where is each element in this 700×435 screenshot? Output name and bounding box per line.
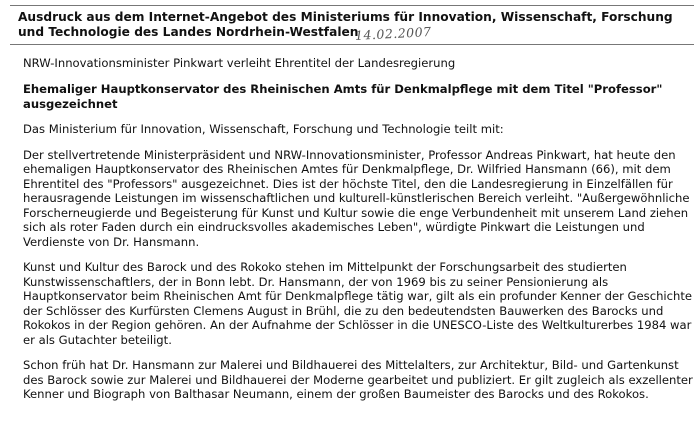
article-intro: Das Ministerium für Innovation, Wissenschaft, Forschung und Technologie teilt mit: (23, 122, 504, 136)
handwritten-date: 14.02.2007 (354, 24, 432, 43)
print-header (10, 5, 694, 45)
article-headline: Ehemaliger Hauptkonservator des Rheinischen Amts für Denkmalpflege mit dem Titel "Professor" ausgezeichnet (23, 82, 663, 111)
article-kicker: NRW-Innovationsminister Pinkwart verleiht Ehrentitel der Landesregierung (23, 56, 456, 70)
article-paragraph: Schon früh hat Dr. Hansmann zur Malerei und Bildhauerei des Mittelalters, zur Architektur, Bild- und Gartenkunst des Barock sowie zur Malerei und Bildhauerei der Moderne gearbeitet und publiziert. Er gilt zugleich als exzellenter Kenner und Biograph von Balthasar Neumann, einem der großen Baumeister des Barocks und des Rokokos. (23, 358, 693, 401)
document-page (10, 0, 694, 402)
print-source-line: Ausdruck aus dem Internet-Angebot des Ministeriums für Innovation, Wissenschaft, Forschung und Technologie des Landes Nordrhein-Westfalen (18, 10, 673, 39)
article-paragraph: Kunst und Kultur des Barock und des Rokoko stehen im Mittelpunkt der Forschungsarbeit des studierten Kunstwissenschaftlers, der in Bonn lebt. Dr. Hansmann, der von 1969 bis zu seiner Pensionierung als Hauptkonservator beim Rheinischen Amt für Denkmalpflege tätig war, gilt als ein profunder Kenner der Geschichte der Schlösser des Kurfürsten Clemens August in Brühl, die zu den bedeutendsten Bauwerken des Barocks und Rokokos in der Region gehören. An der Aufnahme der Schlösser in die UNESCO-Liste des Weltkulturerbes 1984 war er als Gutachter beteiligt. (23, 260, 693, 347)
article (10, 56, 695, 402)
article-paragraph: Der stellvertretende Ministerpräsident und NRW-Innovationsminister, Professor Andreas Pinkwart, hat heute den ehemaligen Hauptkonservator des Rheinischen Amtes für Denkmalpflege, Dr. Wilfried Hansmann (66), mit dem Ehrentitel des "Professors" ausgezeichnet. Dies ist der höchste Titel, den die Landesregierung in Einzelfällen für herausragende Leistungen im wissenschaftlichen und kulturell-künstlerischen Bereich verleiht. "Außergewöhnliche Forscherneugierde und Begeisterung für Kunst und Kultur sowie die enge Verbundenheit mit unserem Land ziehen sich als roter Faden durch ein eindrucksvolles akademisches Leben", würdigte Pinkwart die Leistungen und Verdienste von Dr. Hansmann. (23, 147, 690, 249)
